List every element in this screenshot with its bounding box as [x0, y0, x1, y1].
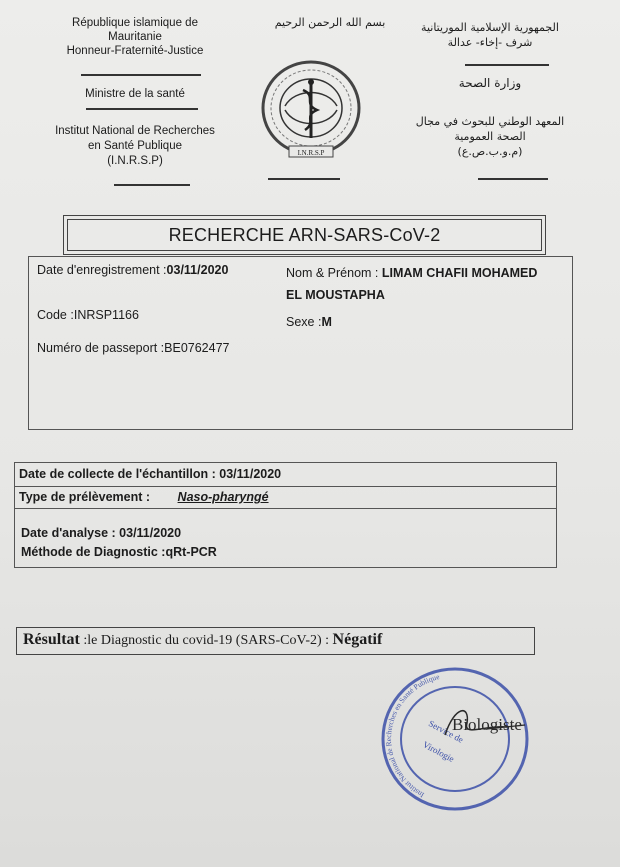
name-value-line1: LIMAM CHAFII MOHAMED: [381, 266, 538, 280]
name-label: Nom & Prénom :: [286, 266, 379, 280]
sex-row: [286, 315, 332, 329]
code-label: Code :: [37, 308, 74, 322]
institute-line1: Institut National de Recherches: [55, 125, 215, 137]
institute-line2: en Santé Publique: [88, 140, 182, 152]
header-left: [30, 16, 240, 58]
divider: [465, 64, 549, 66]
country-line1: République islamique de: [72, 17, 198, 29]
name-row: [286, 266, 537, 280]
divider: [81, 74, 201, 76]
basmala: بسم الله الرحمن الرحيم: [274, 16, 386, 29]
document-title: RECHERCHE ARN-SARS-CoV-2: [168, 225, 441, 245]
motto-ar: شرف -إخاء- عدالة: [447, 36, 533, 49]
institute-ar-line1: المعهد الوطني للبحوث في مجال: [415, 115, 565, 128]
row-divider: [15, 486, 556, 487]
analysis-value: 03/11/2020: [119, 526, 182, 540]
institute-ar-line2: الصحة العمومية: [454, 130, 526, 143]
sample-box: [14, 462, 557, 568]
type-row: [19, 490, 269, 504]
analysis-row: [21, 526, 181, 540]
inrsp-logo: [255, 58, 367, 166]
passport-label: Numéro de passeport :: [37, 341, 165, 355]
country-ar: الجمهورية الإسلامية الموريتانية: [421, 21, 559, 34]
collect-row: [19, 467, 281, 481]
result-value: Négatif: [332, 631, 383, 648]
result-row: [23, 631, 382, 649]
row-divider: [15, 508, 556, 509]
passport-row: [37, 341, 230, 355]
country-line2: Mauritanie: [108, 31, 162, 43]
sex-label: Sexe :: [286, 315, 322, 329]
title-box: [63, 215, 546, 255]
stamp-ring-text: Institut National de Recherches en Santé Publique: [384, 671, 441, 800]
logo-text: I.N.R.S.P: [297, 149, 325, 157]
registration-row: [37, 263, 228, 277]
passport-value: BE0762477: [164, 341, 230, 355]
analysis-label: Date d'analyse :: [21, 526, 116, 540]
type-label: Type de prélèvement :: [19, 490, 151, 504]
institute-block: [30, 124, 240, 169]
collect-label: Date de collecte de l'échantillon :: [19, 467, 216, 481]
type-value: Naso-pharyngé: [177, 490, 269, 504]
method-row: [21, 545, 217, 559]
official-stamp: [375, 665, 535, 815]
registration-label: Date d'enregistrement :: [37, 263, 167, 277]
ministry-label: Ministre de la santé: [85, 88, 185, 100]
result-label: Résultat: [23, 631, 80, 648]
divider: [86, 108, 198, 110]
sex-value: M: [321, 315, 332, 329]
method-label: Méthode de Diagnostic :: [21, 545, 166, 559]
ministry-ar: وزارة الصحة: [458, 76, 522, 90]
result-text: :le Diagnostic du covid-19 (SARS-CoV-2) :: [83, 633, 330, 648]
code-row: [37, 308, 139, 322]
method-value: qRt-PCR: [165, 545, 217, 559]
divider: [478, 178, 548, 180]
patient-box: [28, 256, 573, 430]
stamp-line2: Virologie: [421, 739, 456, 765]
divider: [268, 178, 340, 180]
institute-ar-abbr: (م.و.ب.ص.ع): [457, 145, 523, 158]
header-right: [405, 20, 575, 50]
institute-abbr: (I.N.R.S.P): [107, 155, 163, 167]
signature-role: Biologiste: [452, 715, 522, 734]
result-box: [16, 627, 535, 655]
institute-ar: [405, 114, 575, 159]
collect-value: 03/11/2020: [219, 467, 282, 481]
code-value: INRSP1166: [73, 308, 139, 322]
name-value-line2: EL MOUSTAPHA: [286, 288, 385, 302]
stamp-line1: Service de: [426, 718, 466, 745]
motto: Honneur-Fraternité-Justice: [66, 45, 204, 57]
registration-value: 03/11/2020: [166, 263, 229, 277]
divider: [114, 184, 190, 186]
